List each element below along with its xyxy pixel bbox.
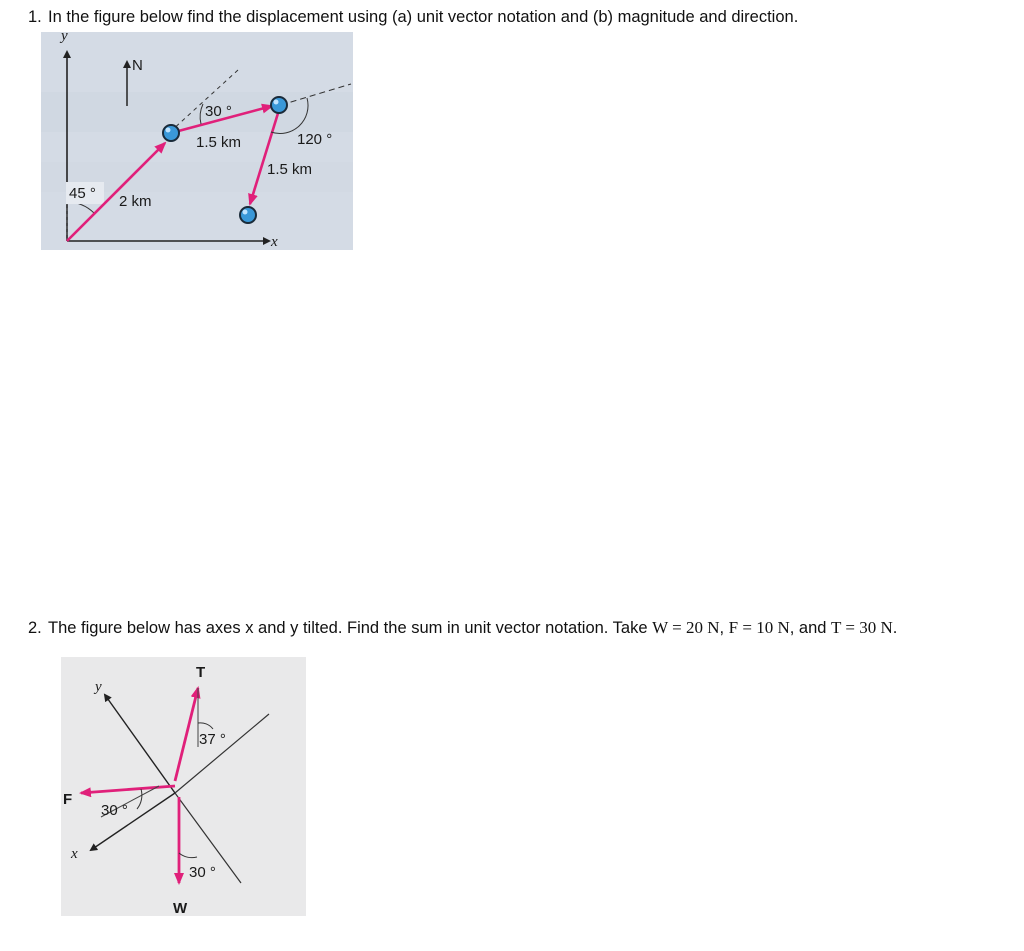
leg-2-distance-label: 1.5 km bbox=[196, 134, 242, 151]
angle-45-label: 45 ° bbox=[69, 185, 96, 202]
leg-1-distance-label: 2 km bbox=[119, 193, 152, 210]
figure-1-svg bbox=[41, 32, 353, 250]
figure-1-displacement bbox=[41, 32, 353, 250]
question-1-number: 1. bbox=[28, 8, 42, 26]
angle-120-label: 120 ° bbox=[297, 131, 333, 148]
question-2-end: . bbox=[892, 619, 898, 637]
figure-2-svg bbox=[61, 657, 306, 916]
question-2-w-value: W = 20 N bbox=[652, 618, 720, 637]
marker-point-1 bbox=[163, 125, 179, 141]
force-f-label: F bbox=[63, 791, 73, 808]
figure-1-x-label: x bbox=[271, 234, 278, 250]
question-2-number: 2. bbox=[28, 619, 42, 637]
question-2 bbox=[28, 618, 897, 638]
leg-3-distance-label: 1.5 km bbox=[267, 161, 313, 178]
marker-point-3 bbox=[240, 207, 256, 223]
question-2-separator-1: , bbox=[719, 619, 729, 637]
question-2-f-value: F = 10 N bbox=[728, 618, 790, 637]
north-label: N bbox=[132, 57, 143, 74]
question-1 bbox=[28, 7, 798, 27]
figure-1-y-label: y bbox=[61, 32, 68, 44]
figure-2-x-label: x bbox=[71, 846, 78, 862]
question-2-text: The figure below has axes x and y tilted. Find the sum in unit vector notation. Take bbox=[48, 619, 653, 637]
question-1-text: In the figure below find the displacement using (a) unit vector notation and (b) magnitude and direction. bbox=[48, 8, 799, 26]
figure-2-forces bbox=[61, 657, 306, 916]
force-w-label: W bbox=[173, 900, 188, 916]
angle-30-label: 30 ° bbox=[205, 103, 232, 120]
force-t-label: T bbox=[196, 664, 206, 681]
question-2-t-value: T = 30 N bbox=[831, 618, 893, 637]
question-2-separator-2: , and bbox=[789, 619, 832, 637]
angle-f-label: 30 ° bbox=[101, 802, 128, 819]
angle-t-label: 37 ° bbox=[199, 731, 226, 748]
figure-2-y-label: y bbox=[95, 679, 102, 695]
angle-w-label: 30 ° bbox=[189, 864, 216, 881]
marker-point-2 bbox=[271, 97, 287, 113]
